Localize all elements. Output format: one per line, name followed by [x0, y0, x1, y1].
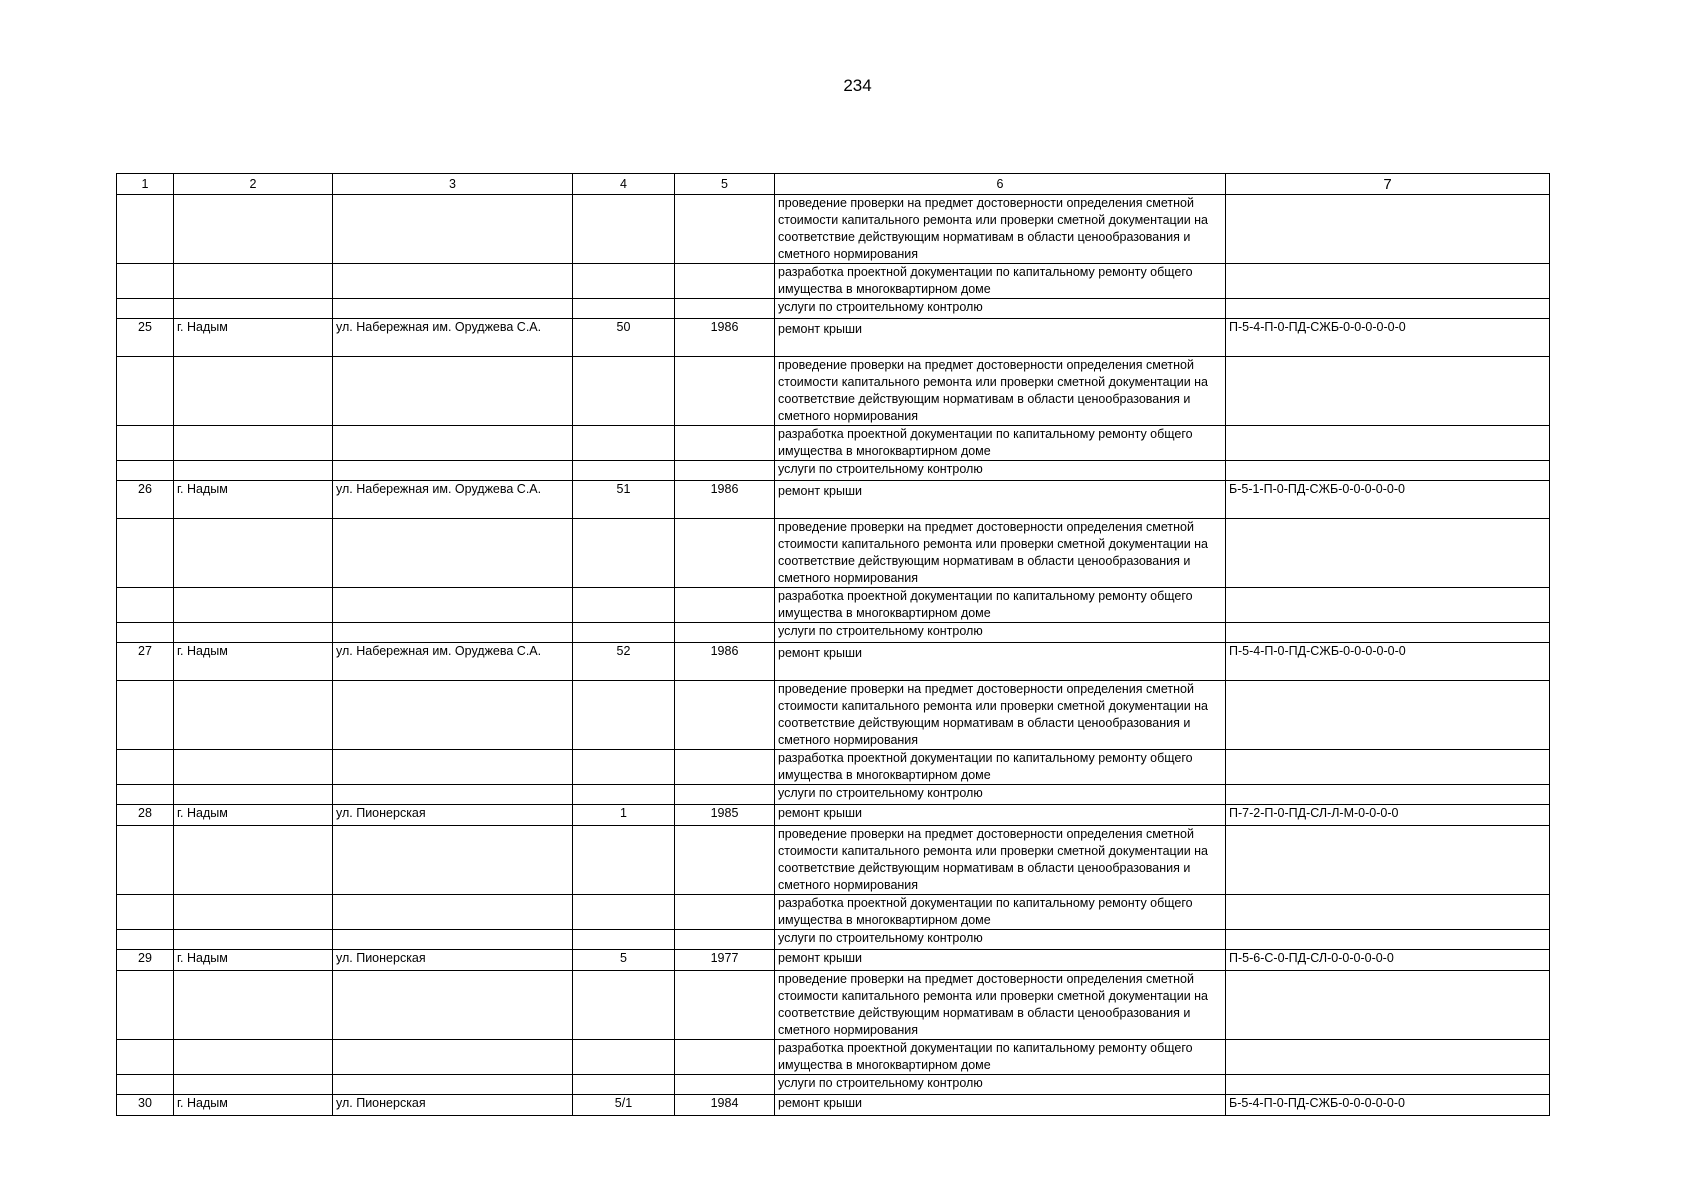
house-number-cell	[573, 826, 675, 895]
header-cell: 6	[775, 174, 1226, 195]
code-cell	[1226, 971, 1550, 1040]
work-type-cell: ремонт крыши	[775, 805, 1226, 826]
row-number-cell: 25	[117, 319, 174, 357]
house-number-cell	[573, 299, 675, 319]
work-type-cell: проведение проверки на предмет достоверности определения сметной стоимости капитального ремонта или проверки сметной документации на соответствие действующим нормативам в области ценообразования и сметного нормирования	[775, 681, 1226, 750]
row-number-cell: 30	[117, 1095, 174, 1116]
code-cell: П-5-4-П-0-ПД-СЖБ-0-0-0-0-0-0	[1226, 643, 1550, 681]
house-number-cell: 51	[573, 481, 675, 519]
row-number-cell	[117, 357, 174, 426]
work-row	[117, 785, 1550, 805]
city-cell: г. Надым	[174, 319, 333, 357]
city-cell	[174, 750, 333, 785]
year-built-cell: 1984	[675, 1095, 775, 1116]
house-number-cell	[573, 750, 675, 785]
work-row	[117, 623, 1550, 643]
work-row	[117, 1040, 1550, 1075]
house-number-cell	[573, 1040, 675, 1075]
street-cell: ул. Пионерская	[333, 1095, 573, 1116]
house-number-cell	[573, 971, 675, 1040]
work-type-cell: разработка проектной документации по капитальному ремонту общего имущества в многоквартирном доме	[775, 426, 1226, 461]
city-cell: г. Надым	[174, 1095, 333, 1116]
year-built-cell	[675, 895, 775, 930]
work-row	[117, 357, 1550, 426]
work-type-cell: проведение проверки на предмет достоверности определения сметной стоимости капитального ремонта или проверки сметной документации на соответствие действующим нормативам в области ценообразования и сметного нормирования	[775, 971, 1226, 1040]
code-cell	[1226, 681, 1550, 750]
year-built-cell	[675, 357, 775, 426]
header-cell: 5	[675, 174, 775, 195]
row-number-cell	[117, 264, 174, 299]
row-number-cell	[117, 426, 174, 461]
code-cell	[1226, 588, 1550, 623]
house-number-cell	[573, 519, 675, 588]
house-number-cell	[573, 1075, 675, 1095]
year-built-cell	[675, 264, 775, 299]
city-cell	[174, 299, 333, 319]
work-type-cell: услуги по строительному контролю	[775, 299, 1226, 319]
year-built-cell	[675, 461, 775, 481]
work-type-cell: разработка проектной документации по капитальному ремонту общего имущества в многоквартирном доме	[775, 750, 1226, 785]
work-row	[117, 971, 1550, 1040]
capital-repair-table	[116, 173, 1550, 1116]
street-cell	[333, 750, 573, 785]
table-body	[117, 174, 1550, 1116]
city-cell	[174, 264, 333, 299]
street-cell	[333, 785, 573, 805]
city-cell	[174, 971, 333, 1040]
street-cell	[333, 588, 573, 623]
code-cell	[1226, 195, 1550, 264]
street-cell	[333, 461, 573, 481]
code-cell: П-5-4-П-0-ПД-СЖБ-0-0-0-0-0-0	[1226, 319, 1550, 357]
work-row	[117, 588, 1550, 623]
city-cell	[174, 588, 333, 623]
page-number: 234	[843, 76, 872, 95]
row-number-cell: 29	[117, 950, 174, 971]
year-built-cell	[675, 588, 775, 623]
house-number-cell	[573, 623, 675, 643]
code-cell	[1226, 264, 1550, 299]
year-built-cell	[675, 826, 775, 895]
row-number-cell: 28	[117, 805, 174, 826]
city-cell	[174, 681, 333, 750]
header-cell: 7	[1226, 174, 1550, 195]
work-row	[117, 1075, 1550, 1095]
year-built-cell	[675, 930, 775, 950]
row-number-cell	[117, 195, 174, 264]
city-cell	[174, 785, 333, 805]
year-built-cell: 1977	[675, 950, 775, 971]
city-cell	[174, 930, 333, 950]
year-built-cell	[675, 681, 775, 750]
house-number-cell: 5/1	[573, 1095, 675, 1116]
house-row	[117, 1095, 1550, 1116]
code-cell	[1226, 750, 1550, 785]
row-number-cell	[117, 681, 174, 750]
code-cell	[1226, 1075, 1550, 1095]
house-number-cell	[573, 426, 675, 461]
header-cell: 3	[333, 174, 573, 195]
year-built-cell	[675, 195, 775, 264]
street-cell	[333, 971, 573, 1040]
code-cell	[1226, 519, 1550, 588]
code-cell	[1226, 623, 1550, 643]
work-row	[117, 264, 1550, 299]
street-cell	[333, 264, 573, 299]
street-cell: ул. Набережная им. Оруджева С.А.	[333, 481, 573, 519]
code-cell	[1226, 785, 1550, 805]
header-cell: 4	[573, 174, 675, 195]
street-cell	[333, 1075, 573, 1095]
street-cell	[333, 623, 573, 643]
year-built-cell: 1985	[675, 805, 775, 826]
work-type-cell: услуги по строительному контролю	[775, 461, 1226, 481]
house-row	[117, 643, 1550, 681]
year-built-cell	[675, 299, 775, 319]
header-cell: 1	[117, 174, 174, 195]
work-type-cell: услуги по строительному контролю	[775, 1075, 1226, 1095]
row-number-cell: 27	[117, 643, 174, 681]
row-number-cell	[117, 461, 174, 481]
row-number-cell	[117, 1075, 174, 1095]
row-number-cell	[117, 971, 174, 1040]
row-number-cell	[117, 1040, 174, 1075]
work-row	[117, 681, 1550, 750]
row-number-cell	[117, 623, 174, 643]
street-cell	[333, 357, 573, 426]
house-number-cell	[573, 264, 675, 299]
city-cell	[174, 1040, 333, 1075]
table-header-row	[117, 174, 1550, 195]
city-cell	[174, 519, 333, 588]
street-cell	[333, 519, 573, 588]
row-number-cell	[117, 785, 174, 805]
row-number-cell	[117, 588, 174, 623]
code-cell	[1226, 426, 1550, 461]
work-type-cell: ремонт крыши	[775, 1095, 1226, 1116]
work-row	[117, 299, 1550, 319]
street-cell	[333, 681, 573, 750]
work-type-cell: разработка проектной документации по капитальному ремонту общего имущества в многоквартирном доме	[775, 895, 1226, 930]
house-number-cell	[573, 357, 675, 426]
year-built-cell: 1986	[675, 643, 775, 681]
work-row	[117, 426, 1550, 461]
city-cell	[174, 826, 333, 895]
year-built-cell	[675, 785, 775, 805]
code-cell	[1226, 461, 1550, 481]
year-built-cell	[675, 426, 775, 461]
code-cell	[1226, 930, 1550, 950]
work-type-cell: услуги по строительному контролю	[775, 623, 1226, 643]
code-cell: Б-5-4-П-0-ПД-СЖБ-0-0-0-0-0-0	[1226, 1095, 1550, 1116]
code-cell: П-7-2-П-0-ПД-СЛ-Л-М-0-0-0-0	[1226, 805, 1550, 826]
house-number-cell	[573, 588, 675, 623]
house-number-cell: 52	[573, 643, 675, 681]
work-type-cell: ремонт крыши	[775, 643, 1226, 681]
street-cell	[333, 930, 573, 950]
row-number-cell	[117, 750, 174, 785]
street-cell	[333, 195, 573, 264]
year-built-cell: 1986	[675, 319, 775, 357]
city-cell: г. Надым	[174, 950, 333, 971]
city-cell	[174, 357, 333, 426]
house-number-cell	[573, 785, 675, 805]
work-type-cell: разработка проектной документации по капитальному ремонту общего имущества в многоквартирном доме	[775, 1040, 1226, 1075]
year-built-cell	[675, 971, 775, 1040]
city-cell	[174, 195, 333, 264]
house-number-cell: 5	[573, 950, 675, 971]
work-type-cell: разработка проектной документации по капитальному ремонту общего имущества в многоквартирном доме	[775, 588, 1226, 623]
city-cell	[174, 623, 333, 643]
house-row	[117, 319, 1550, 357]
house-row	[117, 950, 1550, 971]
year-built-cell	[675, 750, 775, 785]
work-type-cell: проведение проверки на предмет достоверности определения сметной стоимости капитального ремонта или проверки сметной документации на соответствие действующим нормативам в области ценообразования и сметного нормирования	[775, 195, 1226, 264]
year-built-cell	[675, 623, 775, 643]
house-number-cell	[573, 930, 675, 950]
year-built-cell: 1986	[675, 481, 775, 519]
street-cell	[333, 426, 573, 461]
code-cell	[1226, 1040, 1550, 1075]
street-cell	[333, 895, 573, 930]
work-row	[117, 750, 1550, 785]
year-built-cell	[675, 519, 775, 588]
work-type-cell: услуги по строительному контролю	[775, 785, 1226, 805]
work-row	[117, 826, 1550, 895]
work-type-cell: ремонт крыши	[775, 950, 1226, 971]
code-cell: П-5-6-С-0-ПД-СЛ-0-0-0-0-0-0	[1226, 950, 1550, 971]
house-row	[117, 805, 1550, 826]
street-cell	[333, 826, 573, 895]
row-number-cell	[117, 519, 174, 588]
row-number-cell	[117, 930, 174, 950]
street-cell: ул. Набережная им. Оруджева С.А.	[333, 643, 573, 681]
code-cell	[1226, 826, 1550, 895]
city-cell	[174, 426, 333, 461]
row-number-cell	[117, 895, 174, 930]
work-row	[117, 895, 1550, 930]
house-number-cell	[573, 895, 675, 930]
code-cell: Б-5-1-П-0-ПД-СЖБ-0-0-0-0-0-0	[1226, 481, 1550, 519]
work-type-cell: проведение проверки на предмет достоверности определения сметной стоимости капитального ремонта или проверки сметной документации на соответствие действующим нормативам в области ценообразования и сметного нормирования	[775, 519, 1226, 588]
row-number-cell: 26	[117, 481, 174, 519]
code-cell	[1226, 299, 1550, 319]
work-type-cell: ремонт крыши	[775, 319, 1226, 357]
city-cell: г. Надым	[174, 805, 333, 826]
year-built-cell	[675, 1040, 775, 1075]
house-row	[117, 481, 1550, 519]
work-type-cell: проведение проверки на предмет достоверности определения сметной стоимости капитального ремонта или проверки сметной документации на соответствие действующим нормативам в области ценообразования и сметного нормирования	[775, 826, 1226, 895]
work-type-cell: услуги по строительному контролю	[775, 930, 1226, 950]
city-cell	[174, 895, 333, 930]
city-cell: г. Надым	[174, 643, 333, 681]
house-number-cell: 50	[573, 319, 675, 357]
house-number-cell	[573, 461, 675, 481]
header-cell: 2	[174, 174, 333, 195]
work-row	[117, 930, 1550, 950]
street-cell	[333, 299, 573, 319]
street-cell	[333, 1040, 573, 1075]
code-cell	[1226, 357, 1550, 426]
row-number-cell	[117, 299, 174, 319]
work-type-cell: ремонт крыши	[775, 481, 1226, 519]
work-row	[117, 195, 1550, 264]
city-cell	[174, 461, 333, 481]
work-row	[117, 519, 1550, 588]
street-cell: ул. Пионерская	[333, 805, 573, 826]
work-type-cell: проведение проверки на предмет достоверности определения сметной стоимости капитального ремонта или проверки сметной документации на соответствие действующим нормативам в области ценообразования и сметного нормирования	[775, 357, 1226, 426]
street-cell: ул. Пионерская	[333, 950, 573, 971]
city-cell: г. Надым	[174, 481, 333, 519]
work-row	[117, 461, 1550, 481]
house-number-cell	[573, 195, 675, 264]
house-number-cell	[573, 681, 675, 750]
year-built-cell	[675, 1075, 775, 1095]
house-number-cell: 1	[573, 805, 675, 826]
code-cell	[1226, 895, 1550, 930]
city-cell	[174, 1075, 333, 1095]
street-cell: ул. Набережная им. Оруджева С.А.	[333, 319, 573, 357]
row-number-cell	[117, 826, 174, 895]
work-type-cell: разработка проектной документации по капитальному ремонту общего имущества в многоквартирном доме	[775, 264, 1226, 299]
